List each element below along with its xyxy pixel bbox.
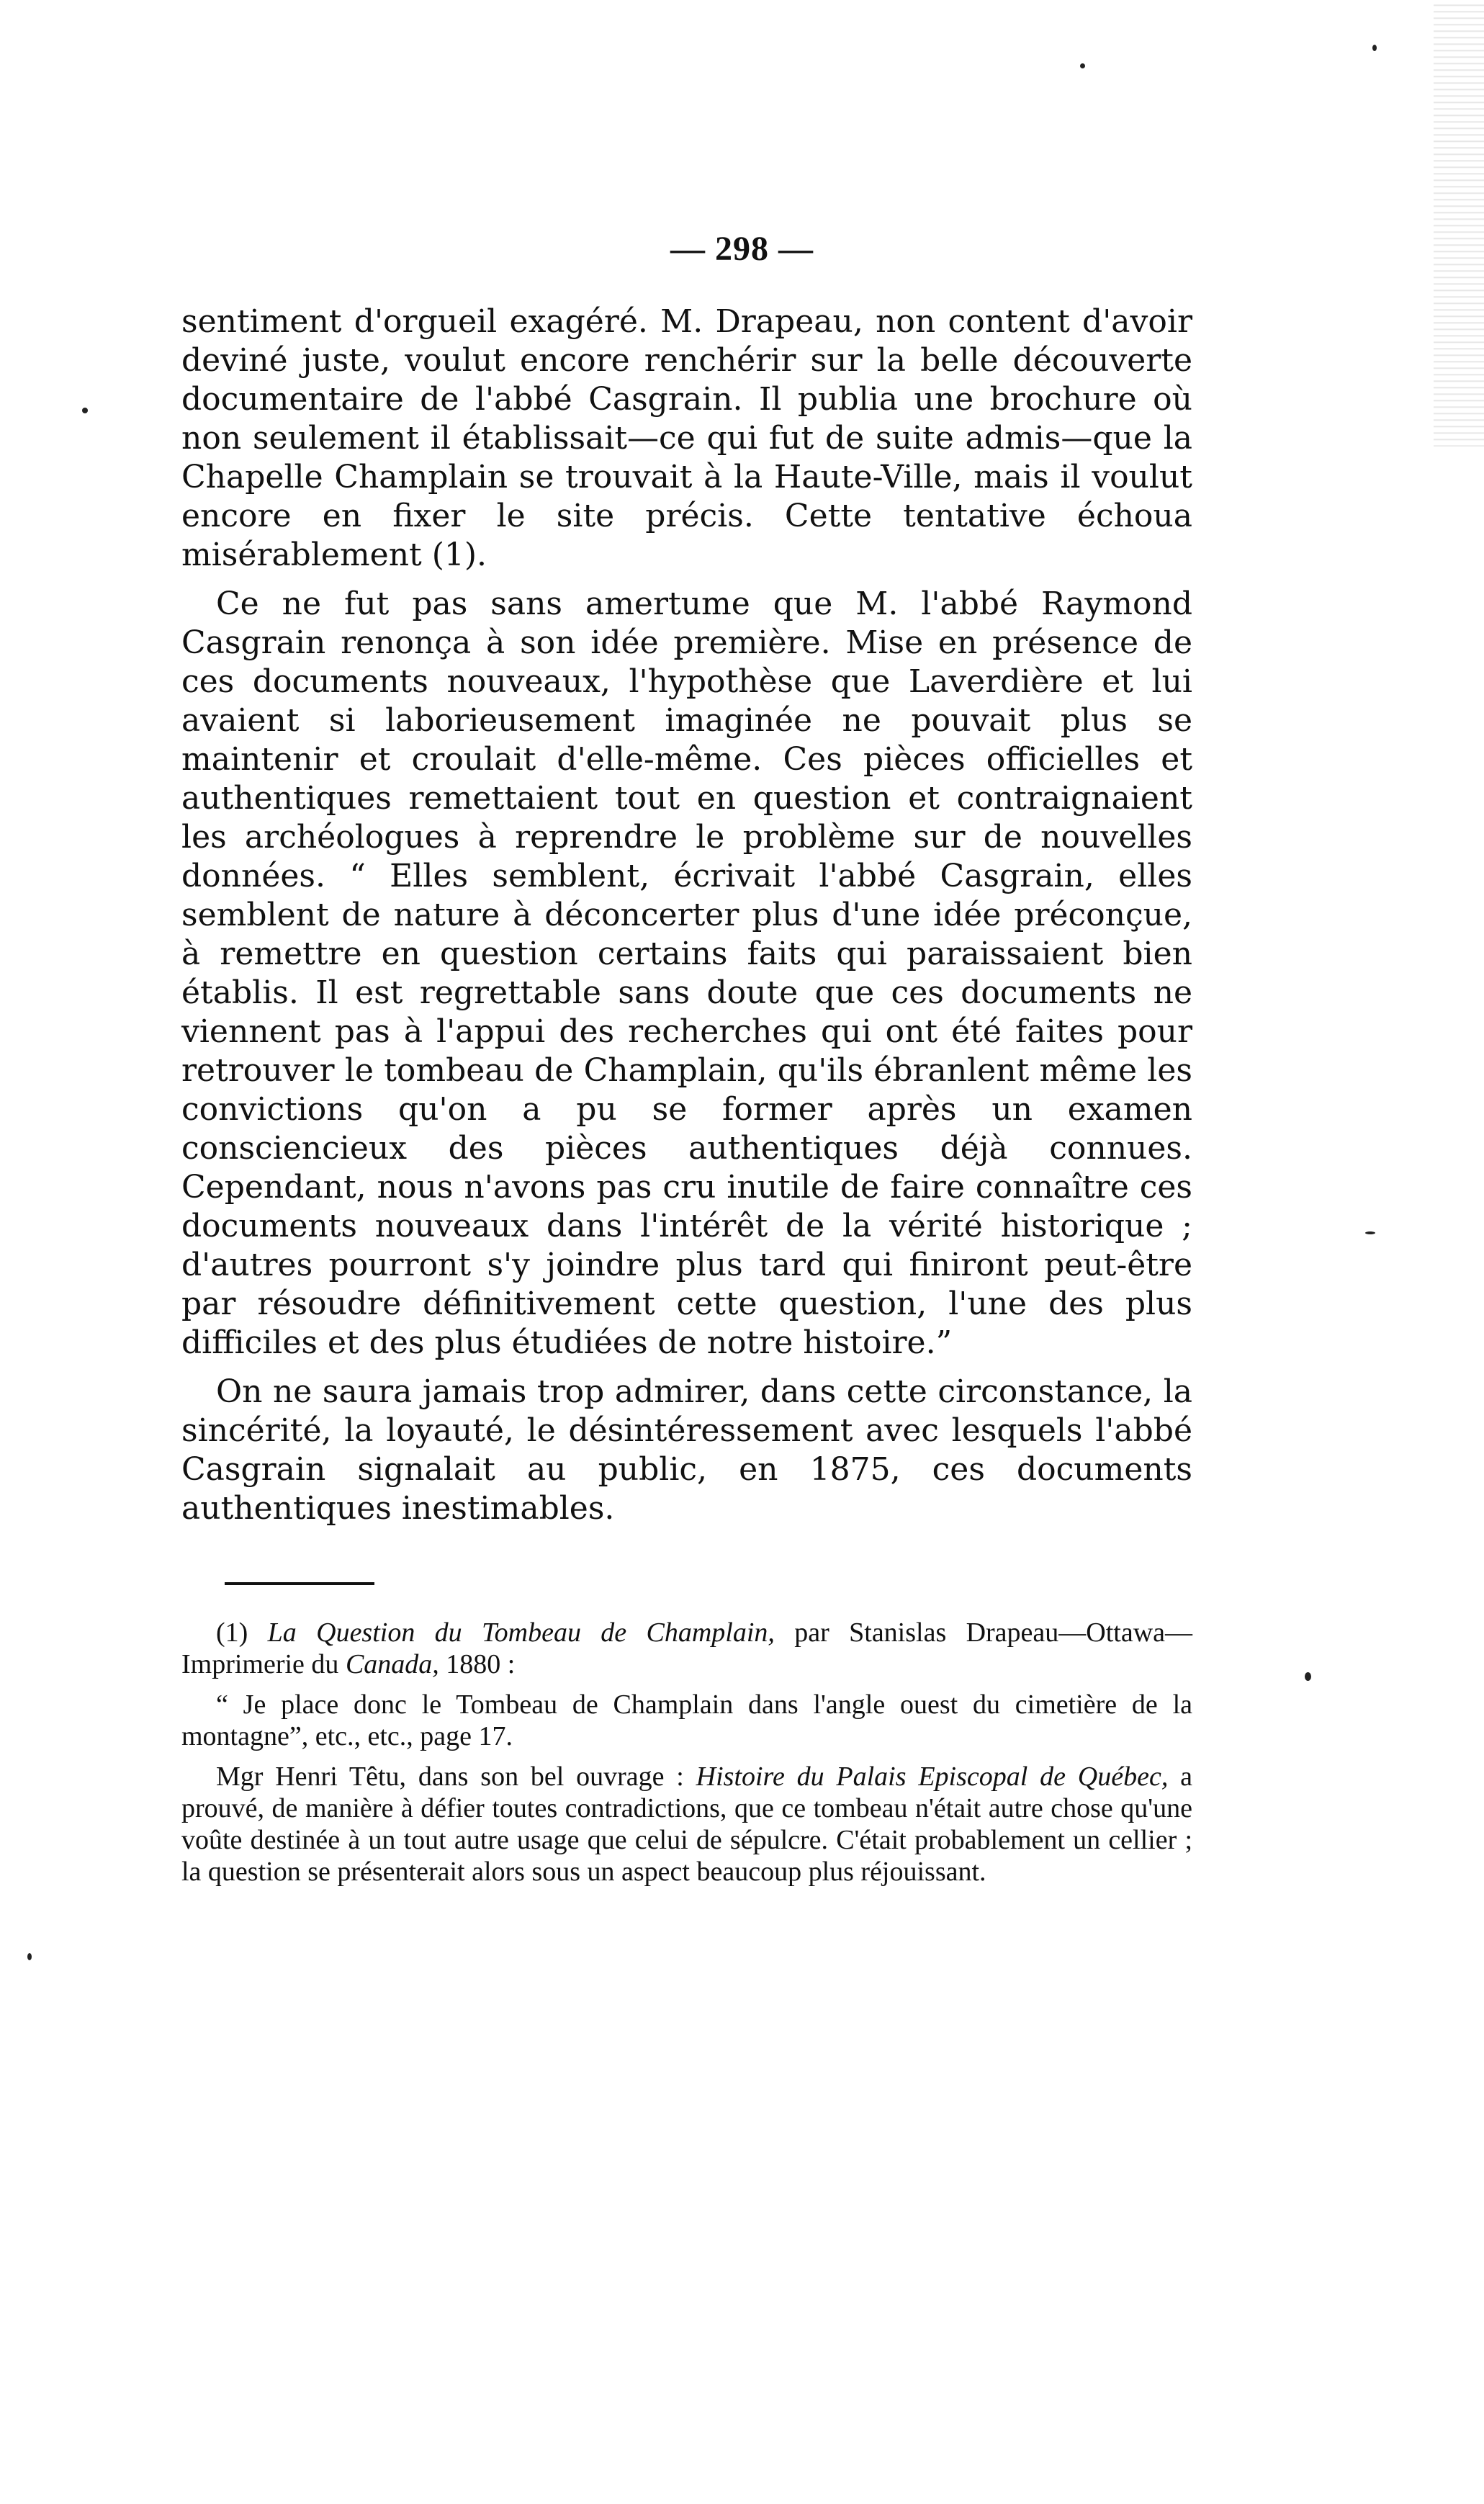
scan-edge-noise [1434, 0, 1484, 446]
scan-speck [1305, 1672, 1311, 1681]
footnote-2: “ Je place donc le Tombeau de Champlain dans l'angle ouest du cimetière de la montagne”, etc., etc., page 17. [181, 1689, 1192, 1751]
page-number: — 298 — [670, 230, 814, 268]
footnote-1-publisher: Canada, [345, 1649, 439, 1679]
footnote-3 [181, 1761, 1192, 1888]
scan-speck [1080, 63, 1085, 68]
footnote-1 [181, 1617, 1192, 1680]
paragraph-3: On ne saura jamais trop admirer, dans cette circonstance, la sincérité, la loyauté, le désintéressement avec lesquels l'abbé Casgrain signalait au public, en 1875, ces documents authentiques inestimables. [181, 1373, 1192, 1527]
footnote-3-rest: a prouvé, de manière à défier toutes contradictions, que ce tombeau n'était autre chose qu'une voûte destinée à un tout autre usage que celui de sépulcre. C'était probablement un cellier ; la question se présenterait alors sous un aspect beaucoup plus réjouissant. [181, 1762, 1193, 1887]
footnotes [181, 1617, 1192, 1896]
scan-speck [1372, 45, 1377, 51]
body-text [181, 302, 1192, 1538]
scan-speck [27, 1953, 32, 1960]
footnote-1-year: 1880 : [446, 1649, 516, 1679]
paragraph-1: sentiment d'orgueil exagéré. M. Drapeau, non content d'avoir deviné juste, voulut encore renchérir sur la belle découverte documentaire de l'abbé Casgrain. Il publia une brochure où non seulement il établissait—ce qui fut de suite admis—que la Chapelle Champlain se trouvait à la Haute-Ville, mais il voulut encore en fixer le site précis. Cette tentative échoua misérablement (1). [181, 303, 1192, 573]
footnote-1-title: La Question du Tombeau de Champlain, [267, 1617, 775, 1648]
footnote-divider [225, 1582, 374, 1585]
paragraph-2: Ce ne fut pas sans amertume que M. l'abbé Raymond Casgrain renonça à son idée première. Mise en présence de ces documents nouveaux, l'hypothèse que Laverdière et lui avaient si laborieusement imaginée ne pouvait plus se maintenir et croulait d'elle-même. Ces pièces officielles et authentiques remettaient tout en question et contraignaient les archéologues à reprendre le problème sur de nouvelles données. “ Elles semblent, écrivait l'abbé Casgrain, elles semblent de nature à déconcerter plus d'une idée préconçue, à remettre en question certains faits qui paraissaient bien établis. Il est regrettable sans doute que ces documents ne viennent pas à l'appui des recherches qui ont été faites pour retrouver le tombeau de Champlain, qu'ils ébranlent même les convictions qu'on a pu se former après un examen consciencieux des pièces authentiques déjà connues. Cependant, nous n'avons pas cru inutile de faire connaître ces documents nouveaux dans l'intérêt de la vérité historique ; d'autres pourront s'y joindre plus tard qui finiront peut-être par résoudre définitivement cette question, l'une des plus difficiles et des plus étudiées de notre histoire.” [181, 585, 1192, 1361]
scan-speck [1365, 1231, 1375, 1234]
footnote-1-rest: par Stanislas Drapeau—Ottawa—Imprimerie du [181, 1617, 1193, 1679]
footnote-3-start: Mgr Henri Têtu, dans son bel ouvrage : [216, 1762, 684, 1792]
footnote-1-marker: (1) [216, 1617, 248, 1648]
footnote-3-title: Histoire du Palais Episcopal de Québec, [696, 1762, 1169, 1792]
scan-speck [82, 408, 88, 413]
